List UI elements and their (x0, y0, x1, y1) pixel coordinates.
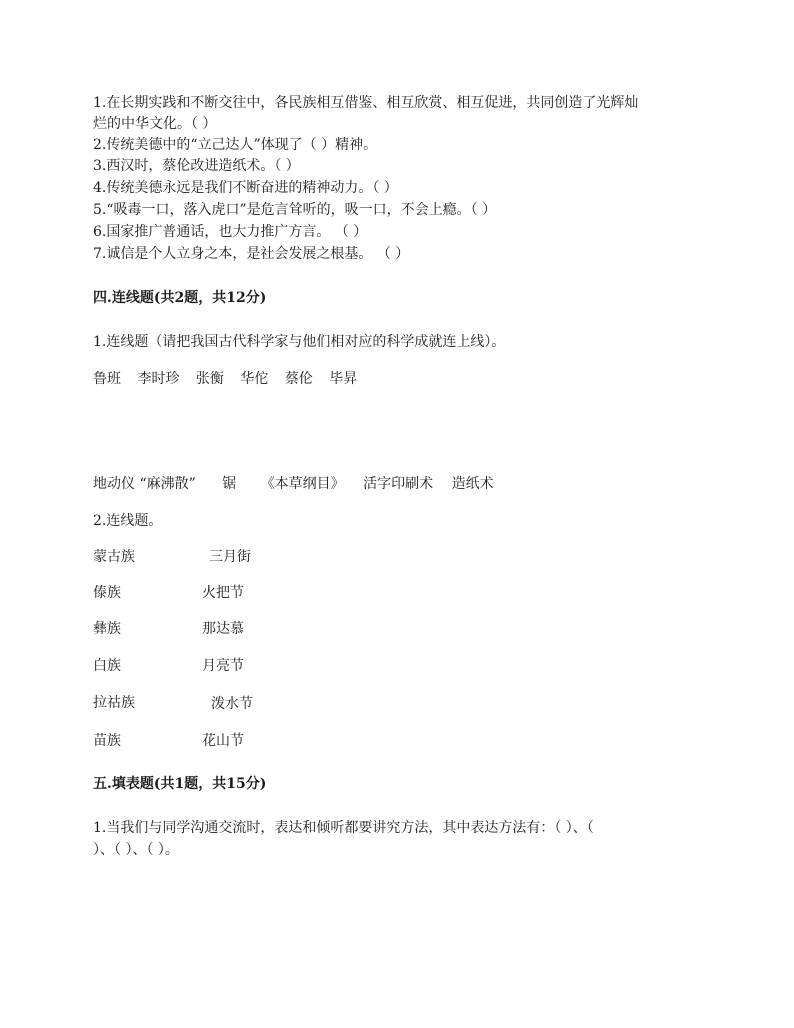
ethnic-group-label: 傣族 (93, 585, 121, 601)
question-1-line-2: 烂的中华文化。（ ） (93, 116, 217, 132)
festival-label: 那达慕 (202, 621, 244, 637)
achievement-item: “麻沸散” (139, 476, 196, 492)
festival-label: 月亮节 (202, 658, 244, 674)
festival-label: 泼水节 (211, 696, 253, 712)
question-3: 3.西汉时，蔡伦改进造纸术。（ ） (93, 158, 300, 174)
fill-question-1-line-2: ）、（ ）、（ ）。 (93, 842, 179, 858)
achievement-list (93, 473, 494, 493)
question-2: 2.传统美德中的“立己达人”体现了（ ）精神。 (93, 137, 378, 153)
question-6: 6.国家推广普通话，也大力推广方言。 （ ） (93, 224, 368, 240)
ethnic-group-label: 苗族 (93, 733, 121, 749)
achievement-item: 造纸术 (451, 476, 494, 492)
scientist-item: 鲁班 (93, 371, 121, 387)
scientist-item: 李时珍 (137, 371, 180, 387)
ethnic-group-label: 蒙古族 (93, 549, 135, 565)
question-5: 5.“吸毒一口，落入虎口”是危言耸听的，吸一口，不会上瘾。（ ） (93, 202, 497, 218)
festival-label: 火把节 (202, 585, 244, 601)
scientist-item: 蔡伦 (284, 371, 313, 387)
festival-label: 三月街 (209, 549, 251, 565)
achievement-item: 锯 (222, 476, 237, 492)
fill-question-1-line-1: 1.当我们与同学沟通交流时，表达和倾听都要讲究方法，其中表达方法有：（ ）、（ (93, 820, 594, 836)
section-4-heading: 四.连线题(共2题，共12分) (93, 290, 267, 306)
question-4: 4.传统美德永远是我们不断奋进的精神动力。（ ） (93, 180, 398, 196)
question-1-line-1: 1.在长期实践和不断交往中，各民族相互借鉴、相互欣赏、相互促进，共同创造了光辉灿 (93, 95, 639, 111)
matching-question-2-prompt: 2.连线题。 (93, 513, 163, 529)
matching-question-1-prompt: 1.连线题（请把我国古代科学家与他们相对应的科学成就连上线）。 (93, 334, 506, 350)
question-7: 7.诚信是个人立身之本，是社会发展之根基。 （ ） (93, 246, 410, 262)
achievement-item: 《本草纲目》 (260, 476, 345, 492)
festival-label: 花山节 (202, 733, 244, 749)
achievement-item: 活字印刷术 (363, 476, 434, 492)
scientist-item: 华佗 (240, 371, 269, 387)
ethnic-group-label: 白族 (93, 658, 121, 674)
scientist-item: 毕昇 (329, 371, 358, 387)
ethnic-group-label: 彝族 (93, 621, 121, 637)
section-5-heading: 五.填表题(共1题，共15分) (93, 776, 267, 792)
scientist-item: 张衡 (195, 371, 224, 387)
scientist-list (93, 368, 357, 388)
ethnic-group-label: 拉祜族 (93, 695, 135, 711)
achievement-item: 地动仪 (93, 476, 135, 492)
